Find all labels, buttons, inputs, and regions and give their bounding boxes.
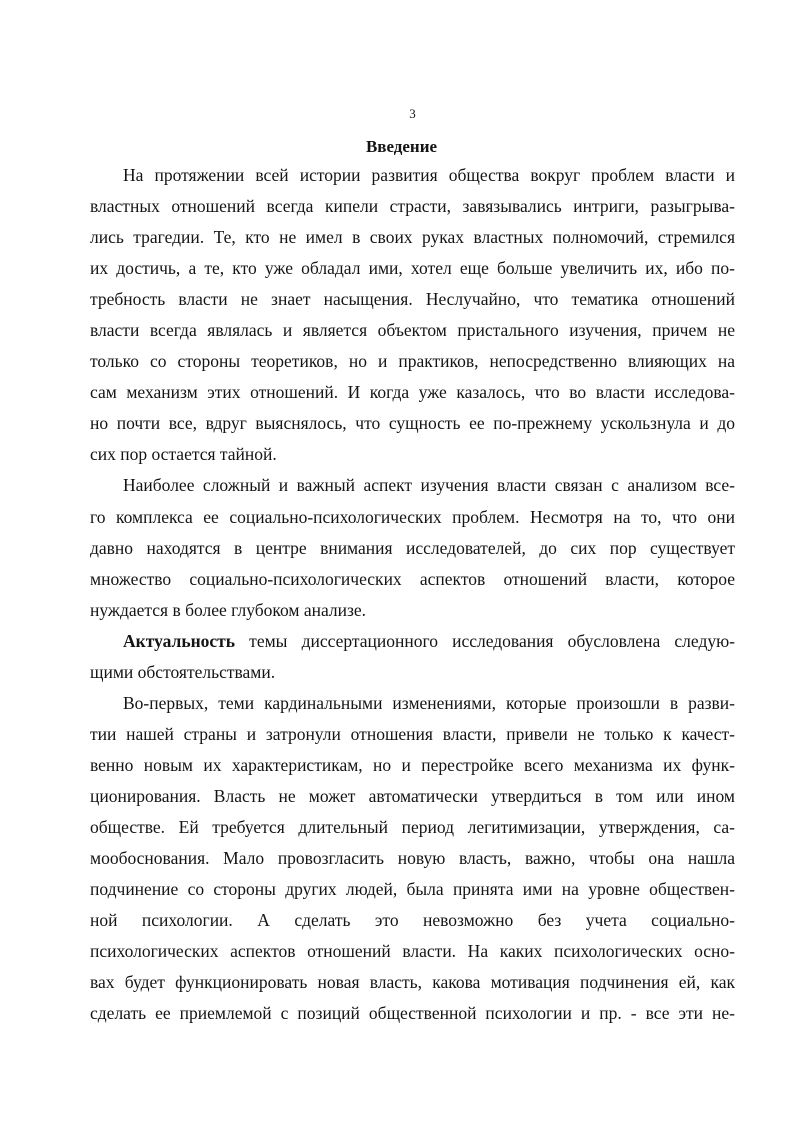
line-content: щими обстоятельствами. bbox=[90, 661, 276, 682]
text-line bbox=[0, 470, 793, 501]
line-content: обществе. Ей требуется длительный период легитимизации, утверждения, са- bbox=[90, 816, 735, 837]
text-line bbox=[0, 253, 793, 284]
text-line bbox=[0, 222, 793, 253]
text-line bbox=[0, 439, 793, 470]
line-content: только со стороны теоретиков, но и практиков, непосредственно влияющих на bbox=[90, 351, 735, 372]
line-text bbox=[90, 936, 735, 967]
line-text bbox=[90, 439, 735, 470]
text-line bbox=[0, 315, 793, 346]
line-text bbox=[90, 315, 735, 346]
line-content: го комплекса ее социально-психологических проблем. Несмотря на то, что они bbox=[90, 506, 735, 527]
text-line bbox=[0, 502, 793, 533]
line-text bbox=[90, 998, 735, 1029]
text-line bbox=[0, 160, 793, 191]
line-text bbox=[90, 657, 735, 688]
line-text bbox=[90, 377, 735, 408]
line-text bbox=[90, 781, 735, 812]
line-content: мообоснования. Мало провозгласить новую власть, важно, чтобы она нашла bbox=[90, 848, 735, 869]
text-line bbox=[0, 998, 793, 1029]
line-content: тии нашей страны и затронули отношения власти, привели не только к качест- bbox=[90, 723, 735, 744]
line-content: власти всегда являлась и является объектом пристального изучения, причем не bbox=[90, 320, 735, 341]
body-text bbox=[0, 160, 793, 1029]
text-line bbox=[0, 346, 793, 377]
line-text bbox=[90, 595, 735, 626]
line-text bbox=[90, 408, 735, 439]
line-text bbox=[90, 253, 735, 284]
line-text bbox=[90, 967, 735, 998]
text-line bbox=[0, 657, 793, 688]
line-content: венно новым их характеристикам, но и перестройке всего механизма их функ- bbox=[90, 754, 735, 775]
text-line bbox=[0, 595, 793, 626]
line-text bbox=[90, 812, 735, 843]
line-content: лись трагедии. Те, кто не имел в своих руках властных полномочий, стремился bbox=[90, 227, 735, 248]
line-text bbox=[90, 502, 735, 533]
line-content: нуждается в более глубоком анализе. bbox=[90, 599, 367, 620]
line-content: давно находятся в центре внимания исследователей, до сих пор существует bbox=[90, 537, 735, 558]
line-text bbox=[123, 688, 735, 719]
text-line bbox=[0, 812, 793, 843]
line-text bbox=[90, 874, 735, 905]
line-text bbox=[90, 719, 735, 750]
line-content: множество социально-психологических аспектов отношений власти, которое bbox=[90, 568, 735, 589]
line-text bbox=[90, 843, 735, 874]
line-text bbox=[123, 160, 735, 191]
line-content: На протяжении всей истории развития общества вокруг проблем власти и bbox=[123, 165, 735, 185]
line-text bbox=[90, 191, 735, 222]
line-content: подчинение со стороны других людей, была принята ими на уровне обществен- bbox=[90, 879, 735, 900]
text-line bbox=[0, 781, 793, 812]
line-text bbox=[90, 284, 735, 315]
text-line bbox=[0, 967, 793, 998]
page-number: 3 bbox=[409, 106, 416, 121]
line-text bbox=[123, 470, 735, 501]
line-content: сих пор остается тайной. bbox=[90, 444, 277, 465]
text-line bbox=[0, 191, 793, 222]
line-content: Наиболее сложный и важный аспект изучения власти связан с анализом все- bbox=[123, 475, 735, 496]
line-content: Во-первых, теми кардинальными изменениями, которые произошли в разви- bbox=[123, 692, 735, 713]
line-content: ной психологии. А сделать это невозможно без учета социально- bbox=[90, 910, 735, 931]
section-heading: Введение bbox=[365, 137, 438, 156]
line-content: сделать ее приемлемой с позиций общественной психологии и пр. - все эти не- bbox=[90, 1003, 735, 1024]
text-line bbox=[0, 284, 793, 315]
line-text bbox=[90, 750, 735, 781]
line-content: но почти все, вдруг выяснялось, что сущность ее по-прежнему ускользнула и до bbox=[90, 413, 735, 434]
line-content: требность власти не знает насыщения. Неслучайно, что тематика отношений bbox=[90, 289, 735, 310]
bold-term: Актуальность bbox=[123, 630, 236, 651]
text-line bbox=[0, 750, 793, 781]
text-line bbox=[0, 688, 793, 719]
text-line bbox=[0, 564, 793, 595]
line-content: психологических аспектов отношений власти. На каких психологических осно- bbox=[90, 941, 735, 962]
line-text bbox=[90, 905, 735, 936]
line-text bbox=[90, 564, 735, 595]
line-content: ционирования. Власть не может автоматически утвердиться в том или ином bbox=[90, 785, 735, 806]
text-line bbox=[0, 874, 793, 905]
line-content: темы диссертационного исследования обусловлена следую- bbox=[235, 630, 735, 651]
line-content: их достичь, а те, кто уже обладал ими, хотел еще больше увеличить их, ибо по- bbox=[90, 258, 735, 279]
line-content: властных отношений всегда кипели страсти, завязывались интриги, разыгрыва- bbox=[90, 196, 735, 217]
line-text bbox=[123, 626, 735, 657]
line-content: вах будет функционировать новая власть, какова мотивация подчинения ей, как bbox=[90, 972, 735, 993]
line-text bbox=[90, 222, 735, 253]
text-line bbox=[0, 533, 793, 564]
line-text bbox=[90, 346, 735, 377]
text-line bbox=[0, 905, 793, 936]
text-line bbox=[0, 843, 793, 874]
text-line bbox=[0, 936, 793, 967]
line-content: сам механизм этих отношений. И когда уже казалось, что во власти исследова- bbox=[90, 382, 735, 403]
line-text bbox=[90, 533, 735, 564]
text-line bbox=[0, 719, 793, 750]
text-line bbox=[0, 408, 793, 439]
text-line bbox=[0, 626, 793, 657]
text-line bbox=[0, 377, 793, 408]
